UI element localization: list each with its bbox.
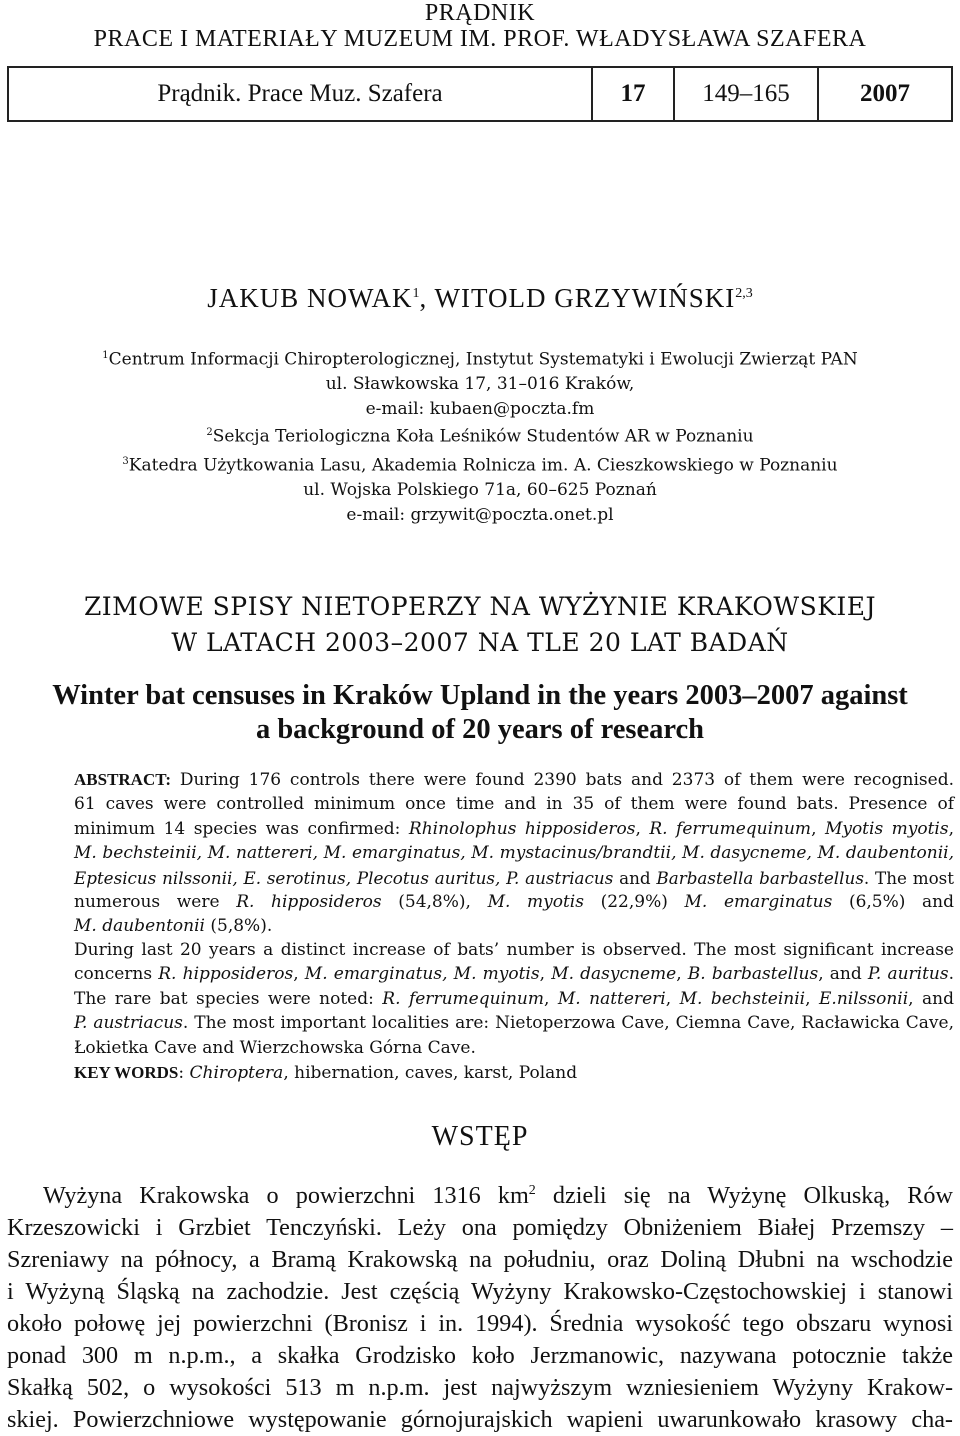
species-name: R. hipposideros bbox=[158, 964, 294, 985]
species-names: M. bechsteinii, M. nattereri, M. emarginatus, M. mystacinus/brandtii, M. dasycneme, M. daubentonii, bbox=[74, 843, 954, 864]
abstract-line bbox=[74, 1011, 954, 1035]
affil-1-email: e-mail: kubaen@poczta.fm bbox=[365, 398, 595, 419]
body-text: dzieli się na Wyżynę Olkuską, Rów bbox=[535, 1182, 953, 1209]
year: 2007 bbox=[860, 80, 910, 107]
abstract-line bbox=[74, 987, 954, 1011]
abstract-text: . The most bbox=[863, 867, 954, 888]
affil-3-email: e-mail: grzywit@poczta.onet.pl bbox=[346, 504, 614, 525]
keywords-label: KEY WORDS bbox=[74, 1063, 179, 1082]
species-name: Myotis myotis bbox=[824, 818, 949, 839]
body-line: Szreniawy na północy, a Bramą Krakowską na południu, oraz Doliną Dłubni na wschodzie bbox=[7, 1246, 953, 1273]
author-1-affil: 1 bbox=[412, 286, 420, 301]
affil-2-line-1: Sekcja Teriologiczna Koła Leśników Studentów AR w Poznaniu bbox=[212, 427, 754, 448]
punct: , bbox=[539, 964, 552, 985]
affiliation-2 bbox=[0, 421, 960, 449]
punct: , bbox=[676, 964, 688, 985]
abstract-paragraph-1 bbox=[74, 768, 954, 939]
body-paragraph bbox=[7, 1180, 953, 1436]
affiliation-3 bbox=[0, 450, 960, 478]
punct: . bbox=[948, 964, 955, 985]
title-polish bbox=[0, 589, 960, 661]
volume-number: 17 bbox=[593, 68, 675, 120]
species-name: B. barbastellus bbox=[687, 964, 819, 985]
keywords-list: , hibernation, caves, karst, Poland bbox=[283, 1063, 578, 1083]
section-heading: WSTĘP bbox=[431, 1121, 529, 1152]
abstract-text: (6,5%) and bbox=[832, 892, 955, 913]
species-name: M. daubentonii bbox=[74, 916, 205, 937]
authors bbox=[0, 283, 960, 314]
species-name: M. myotis bbox=[487, 892, 584, 913]
abstract-label: ABSTRACT: bbox=[74, 770, 171, 789]
species-name: R. ferrumequinum bbox=[382, 988, 544, 1009]
abstract-text: (22,9%) bbox=[583, 892, 685, 913]
journal-abbrev: Prądnik. Prace Muz. Szafera bbox=[9, 68, 593, 120]
abstract-text: , and bbox=[908, 988, 954, 1009]
abstract-text: . The most important localities are: Nietoperzowa Cave, Ciemna Cave, Racławicka Cave, bbox=[182, 1013, 955, 1034]
abstract-text: 61 caves were controlled minimum once time and in 35 of them were found bats. Presence of bbox=[74, 794, 954, 815]
species-names: Eptesicus nilssonii, E. serotinus, Plecotus auritus, P. austriacus bbox=[74, 867, 614, 888]
abstract-text: During 176 controls there were found 2390 bats and 2373 of them were recognised. bbox=[179, 770, 954, 790]
body-text: Wyżyna Krakowska o powierzchni 1316 km bbox=[43, 1182, 529, 1209]
abstract-text: minimum 14 species was confirmed: bbox=[74, 818, 409, 839]
species-name: M. bechsteinii bbox=[679, 988, 806, 1009]
abstract-text: and bbox=[613, 867, 657, 888]
species-name: P. auritus bbox=[867, 964, 949, 985]
species-name: M. dasycneme bbox=[551, 964, 677, 985]
abstract-line bbox=[74, 866, 954, 890]
species-name: E.nilssonii bbox=[819, 988, 909, 1009]
species-name: Rhinolophus hipposideros bbox=[408, 818, 636, 839]
species-name: Barbastella barbastellus bbox=[656, 867, 864, 888]
species-name: M. nattereri bbox=[557, 988, 666, 1009]
punct: , bbox=[543, 988, 558, 1009]
keyword-taxon: Chiroptera bbox=[189, 1063, 284, 1083]
species-name: R. hipposideros bbox=[236, 892, 382, 913]
body-line: Skałką 502, o wysokości 513 m n.p.m. jest najwyższym wzniesieniem Wyżyny Krakow- bbox=[7, 1374, 953, 1401]
title-english bbox=[0, 679, 960, 747]
author-2-affil: 2,3 bbox=[735, 286, 753, 301]
abstract-line bbox=[74, 914, 954, 938]
abstract-line bbox=[74, 962, 954, 986]
affil-1-line-1: Centrum Informacji Chiropterologicznej, Instytut Systematyki i Ewolucji Zwierząt PAN bbox=[108, 349, 858, 370]
abstract-text: The rare bat species were noted: bbox=[74, 988, 383, 1009]
author-2: WITOLD GRZYWIŃSKI bbox=[434, 283, 736, 313]
species-names: M. emarginatus, M. myotis bbox=[304, 964, 540, 985]
author-separator: , bbox=[419, 283, 435, 313]
body-line: skiej. Powierzchniowe występowanie górnojurajskich wapieni uwarunkowało krasowy cha- bbox=[7, 1406, 953, 1433]
species-name: M. emarginatus bbox=[684, 892, 833, 913]
affiliation-1 bbox=[0, 344, 960, 372]
journal-subtitle: PRACE I MATERIAŁY MUZEUM IM. PROF. WŁADYSŁAWA SZAFERA bbox=[93, 26, 867, 52]
abstract-line bbox=[74, 890, 954, 914]
punct: , bbox=[811, 818, 825, 839]
body-line: ponad 300 m n.p.m., a skałka Grodzisko koło Jerzmanowic, nazywana potocznie także bbox=[7, 1342, 953, 1369]
page-range: 149–165 bbox=[675, 68, 819, 120]
body-line: około połowę jej powierzchni (Bronisz i in. 1994). Średnia wysokość tego obszaru wynosi bbox=[7, 1310, 953, 1337]
affil-2-marker: 2 bbox=[206, 427, 213, 439]
abstract-line bbox=[74, 841, 954, 865]
body-line: Krzeszowicki i Grzbiet Tenczyński. Leży ona pomiędzy Obniżeniem Białej Przemszy – bbox=[7, 1214, 953, 1241]
keywords bbox=[74, 1061, 954, 1085]
abstract-text: (54,8%), bbox=[381, 892, 488, 913]
abstract-text: numerous were bbox=[74, 892, 237, 913]
title-polish-line-1: ZIMOWE SPISY NIETOPERZY NA WYŻYNIE KRAKOWSKIEJ bbox=[83, 592, 877, 621]
abstract-text: Łokietka Cave and Wierzchowska Górna Cave. bbox=[74, 1037, 476, 1058]
punct: , bbox=[665, 988, 680, 1009]
punct: : bbox=[178, 1063, 190, 1083]
punct: , bbox=[293, 964, 305, 985]
species-name: R. ferrumequinum bbox=[649, 818, 812, 839]
citation-table bbox=[7, 66, 953, 122]
abstract-text: concerns bbox=[74, 964, 159, 985]
journal-header bbox=[0, 0, 960, 52]
punct: , bbox=[805, 988, 819, 1009]
affiliations bbox=[0, 344, 960, 527]
superscript: 2 bbox=[528, 1182, 536, 1198]
punct: , bbox=[948, 818, 954, 839]
body-line: i Wyżyną Śląską na zachodzie. Jest częścią Wyżyny Krakowsko-Częstochowskiej i stanowi bbox=[7, 1278, 953, 1305]
abstract-paragraph-2 bbox=[74, 938, 954, 1060]
title-english-line-1: Winter bat censuses in Kraków Upland in the years 2003–2007 against bbox=[52, 680, 908, 711]
abstract-text: During last 20 years a distinct increase of bats’ number is observed. The most significant increase bbox=[74, 940, 954, 960]
affil-3-marker: 3 bbox=[122, 455, 129, 467]
affil-1-marker: 1 bbox=[102, 350, 109, 361]
abstract-line bbox=[74, 817, 954, 841]
affil-3-line-2: ul. Wojska Polskiego 71a, 60–625 Poznań bbox=[303, 479, 657, 500]
body-line bbox=[7, 1180, 953, 1212]
affil-1-line-2: ul. Sławkowska 17, 31–016 Kraków, bbox=[325, 374, 635, 395]
affil-3-line-1: Katedra Użytkowania Lasu, Akademia Rolnicza im. A. Cieszkowskiego w Poznaniu bbox=[128, 455, 838, 476]
punct: , bbox=[635, 818, 650, 839]
journal-title: PRĄDNIK bbox=[424, 0, 536, 26]
abstract-text: , and bbox=[818, 964, 868, 985]
species-name: P. austriacus bbox=[74, 1013, 183, 1034]
title-polish-line-2: W LATACH 2003–2007 NA TLE 20 LAT BADAŃ bbox=[171, 628, 789, 657]
title-english-line-2: a background of 20 years of research bbox=[255, 714, 705, 745]
author-1: JAKUB NOWAK bbox=[207, 283, 413, 313]
abstract-text: (5,8%). bbox=[204, 916, 273, 937]
